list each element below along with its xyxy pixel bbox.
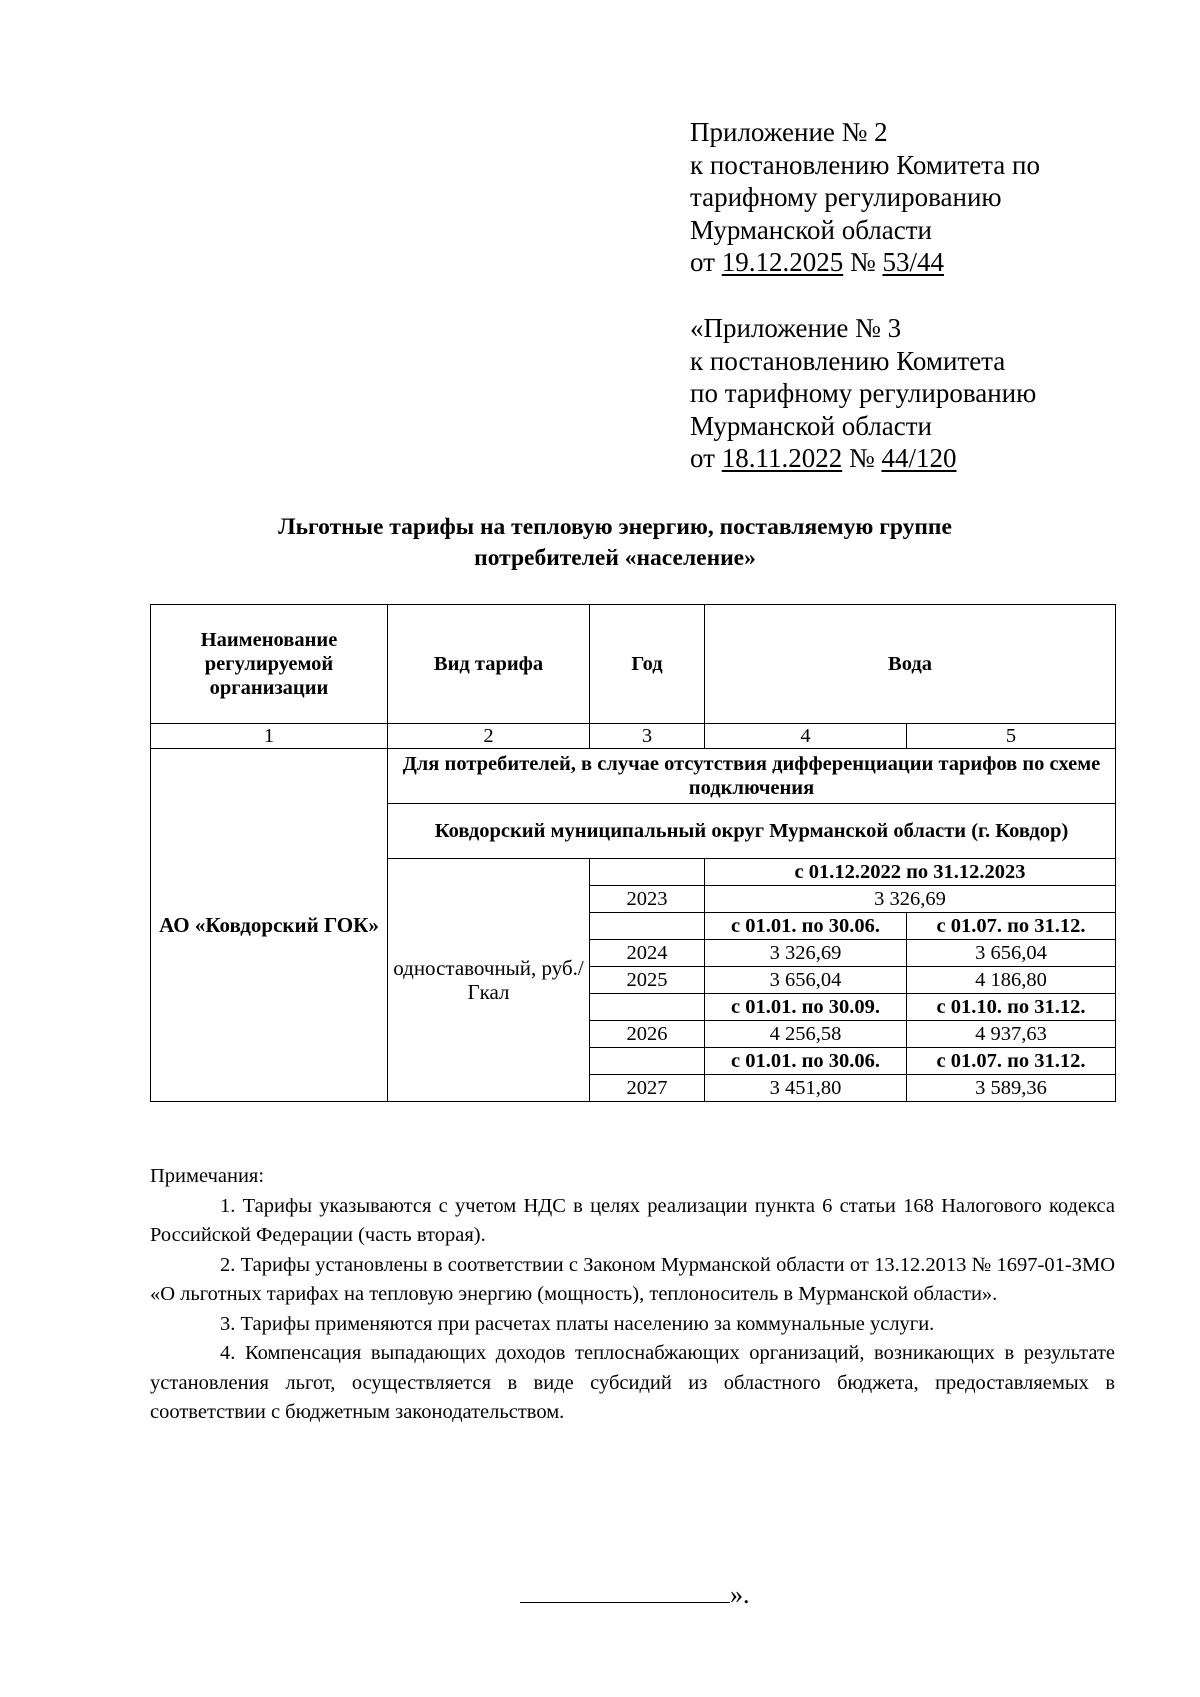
year-cell: 2025 [590, 967, 705, 994]
closing-rule [520, 1580, 730, 1603]
tariff-type-cell: одноставочный, руб./Гкал [388, 859, 590, 1102]
title-line-2: потребителей «население» [474, 545, 756, 571]
appendix-line: Мурманской области [690, 410, 932, 441]
date-prefix: от [690, 247, 715, 277]
note-item: 1. Тарифы указываются с учетом НДС в целях реализации пункта 6 статьи 168 Налогового кодекса Российской Федерации (часть вторая). [150, 1194, 1115, 1246]
header-org: Наименование регулируемой организации [151, 605, 388, 724]
tariff-table [150, 604, 1116, 1102]
period-cell: с 01.01. по 30.09. [705, 994, 907, 1021]
column-number-row [151, 724, 1116, 749]
number-sign: № [849, 247, 876, 277]
appendix-2-header [690, 116, 1040, 279]
column-number: 3 [590, 724, 705, 749]
appendix-title: «Приложение № 3 [690, 313, 902, 343]
date-prefix: от [690, 443, 715, 473]
column-number: 2 [388, 724, 590, 749]
notes-title: Примечания: [150, 1165, 265, 1187]
appendix-title: Приложение № 2 [690, 117, 888, 147]
year-cell: 2027 [590, 1075, 705, 1102]
empty-cell [590, 1048, 705, 1075]
decree-number: 53/44 [882, 247, 944, 277]
empty-cell [590, 859, 705, 886]
tariff-value: 4 256,58 [705, 1021, 907, 1048]
table-header-row [151, 605, 1116, 724]
year-cell: 2023 [590, 886, 705, 913]
header-tariff-type: Вид тарифа [388, 605, 590, 724]
tariff-value: 3 451,80 [705, 1075, 907, 1102]
period-cell: с 01.01. по 30.06. [705, 1048, 907, 1075]
document-title [150, 512, 1080, 574]
period-cell: с 01.07. по 31.12. [907, 1048, 1116, 1075]
period-cell: с 01.10. по 31.12. [907, 994, 1116, 1021]
column-number: 4 [705, 724, 907, 749]
tariff-value: 3 656,04 [705, 967, 907, 994]
appendix-date-line [690, 442, 1036, 475]
column-number: 1 [151, 724, 388, 749]
note-item: 4. Компенсация выпадающих доходов теплоснабжающих организаций, возникающих в результате установления льгот, осуществляется в виде субсидий из областного бюджета, предоставляемых в соответствии с бюджетным законодательством. [150, 1342, 1115, 1423]
appendix-line: по тарифному регулированию [690, 378, 1037, 408]
tariff-value: 3 589,36 [907, 1075, 1116, 1102]
year-cell: 2026 [590, 1021, 705, 1048]
closing-mark [520, 1580, 750, 1610]
tariff-value: 3 326,69 [705, 940, 907, 967]
decree-date: 18.11.2022 [721, 443, 843, 473]
appendix-line: Мурманской области [690, 214, 932, 245]
decree-date: 19.12.2025 [721, 247, 844, 277]
empty-cell [590, 994, 705, 1021]
section-heading: Для потребителей, в случае отсутствия дифференциации тарифов по схеме подключения [388, 749, 1116, 804]
tariff-value: 4 937,63 [907, 1021, 1116, 1048]
table-row [151, 749, 1116, 804]
title-line-1: Льготные тарифы на тепловую энергию, поставляемую группе [278, 514, 952, 540]
period-cell: с 01.07. по 31.12. [907, 913, 1116, 940]
appendix-date-line [690, 246, 1040, 279]
empty-cell [590, 913, 705, 940]
number-sign: № [848, 443, 875, 473]
period-cell: с 01.01. по 30.06. [705, 913, 907, 940]
note-item: 2. Тарифы установлены в соответствии с Законом Мурманской области от 13.12.2013 № 1697-01-ЗМО «О льготных тарифах на тепловую энергию (мощность), теплоноситель в Мурманской области». [150, 1253, 1115, 1305]
header-water: Вода [705, 605, 1116, 724]
tariff-value: 3 656,04 [907, 940, 1116, 967]
year-cell: 2024 [590, 940, 705, 967]
tariff-value: 4 186,80 [907, 967, 1116, 994]
organization-name: АО «Ковдорский ГОК» [151, 749, 388, 1102]
header-year: Год [590, 605, 705, 724]
appendix-3-header [690, 312, 1036, 475]
appendix-line: тарифному регулированию [690, 182, 1002, 212]
closing-quote: ». [730, 1580, 750, 1609]
notes-section [150, 1162, 1115, 1428]
decree-number: 44/120 [881, 443, 957, 473]
column-number: 5 [907, 724, 1116, 749]
tariff-value: 3 326,69 [705, 886, 1116, 913]
appendix-line: к постановлению Комитета по [690, 149, 1040, 180]
note-item: 3. Тарифы применяются при расчетах платы населению за коммунальные услуги. [220, 1312, 935, 1335]
appendix-line: к постановлению Комитета [690, 345, 1006, 376]
section-heading: Ковдорский муниципальный округ Мурманской области (г. Ковдор) [388, 804, 1116, 859]
period-cell: с 01.12.2022 по 31.12.2023 [705, 859, 1116, 886]
